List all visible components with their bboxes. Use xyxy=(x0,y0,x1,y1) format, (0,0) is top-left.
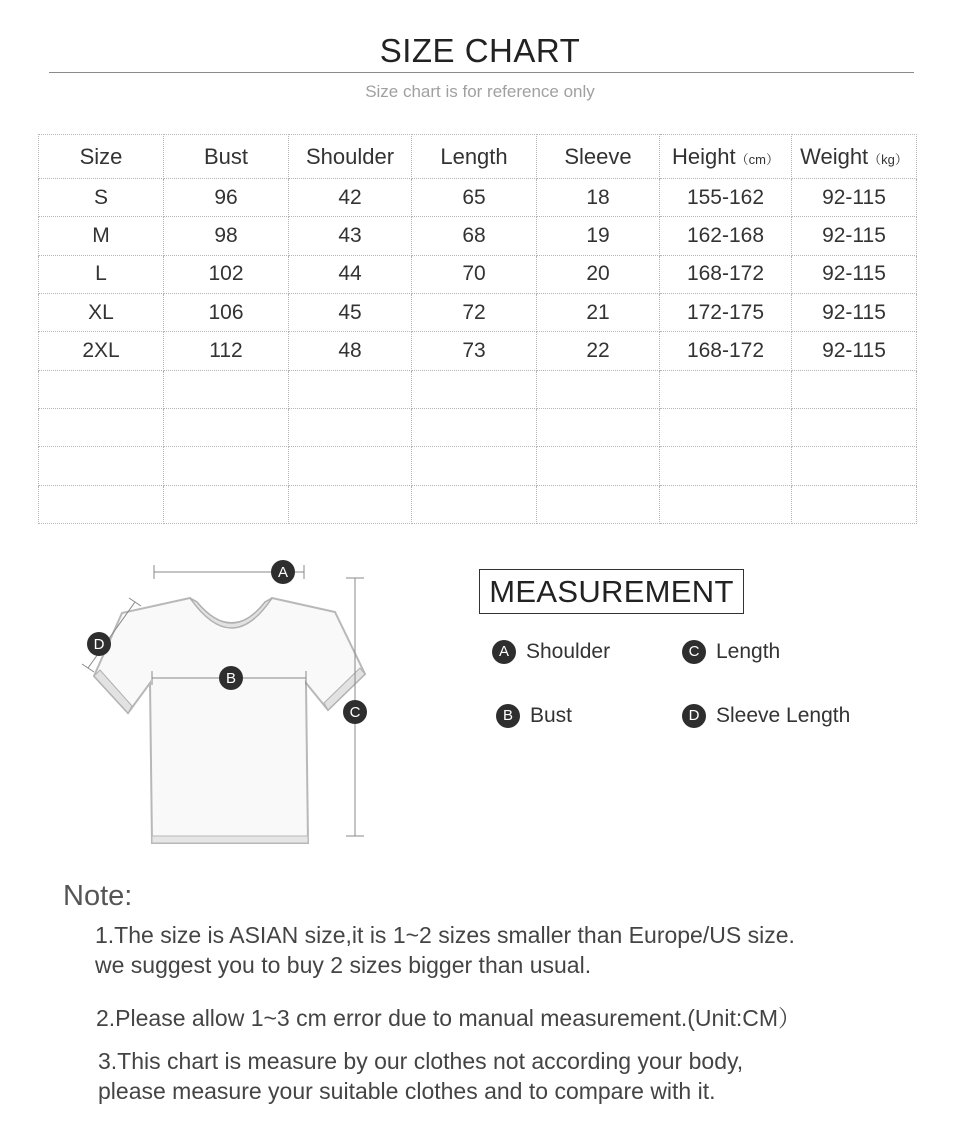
table-cell: 112 xyxy=(164,332,289,370)
table-row xyxy=(39,293,917,331)
page-subtitle: Size chart is for reference only xyxy=(365,82,595,101)
empty-row xyxy=(39,370,917,408)
table-cell: 96 xyxy=(164,179,289,217)
legend-label: Sleeve Length xyxy=(716,704,851,727)
table-cell: 43 xyxy=(289,217,412,255)
table-cell: 18 xyxy=(537,179,660,217)
table-cell: 72 xyxy=(412,293,537,331)
table-cell: 168-172 xyxy=(660,255,792,293)
table-cell: 92-115 xyxy=(792,179,917,217)
empty-row xyxy=(39,485,917,523)
note-line-3b: please measure your suitable clothes and to compare with it. xyxy=(98,1078,716,1104)
legend-label: Shoulder xyxy=(526,640,611,663)
table-cell: L xyxy=(39,255,164,293)
svg-text:C: C xyxy=(349,704,361,721)
table-cell: 92-115 xyxy=(792,217,917,255)
header-cell-height: Height（cm） xyxy=(660,135,792,179)
legend-sleeve-length xyxy=(682,704,850,728)
legend-badge: B xyxy=(496,704,520,728)
table-cell: 68 xyxy=(412,217,537,255)
legend-shoulder xyxy=(492,640,610,664)
header-cell-shoulder: Shoulder xyxy=(289,135,412,179)
size-table xyxy=(38,134,917,524)
legend-bust xyxy=(496,704,572,728)
note-line-2: 2.Please allow 1~3 cm error due to manual measurement.(Unit:CM） xyxy=(96,1005,801,1031)
header-cell-bust: Bust xyxy=(164,135,289,179)
table-cell: 19 xyxy=(537,217,660,255)
marker-a xyxy=(271,560,295,584)
table-cell: 73 xyxy=(412,332,537,370)
empty-row xyxy=(39,447,917,485)
tshirt-diagram xyxy=(60,548,400,858)
note-title: Note: xyxy=(63,880,133,912)
tshirt-outline xyxy=(94,598,365,843)
table-cell: 21 xyxy=(537,293,660,331)
table-cell: 44 xyxy=(289,255,412,293)
note-line-1: 1.The size is ASIAN size,it is 1~2 sizes smaller than Europe/US size. xyxy=(95,922,795,948)
table-cell: 2XL xyxy=(39,332,164,370)
legend-length xyxy=(682,640,780,664)
table-row xyxy=(39,332,917,370)
header-cell-weight: Weight（kg） xyxy=(792,135,917,179)
empty-row xyxy=(39,408,917,446)
table-cell: 65 xyxy=(412,179,537,217)
table-cell: S xyxy=(39,179,164,217)
note-line-1b: we suggest you to buy 2 sizes bigger than usual. xyxy=(95,952,592,978)
table-row xyxy=(39,255,917,293)
table-cell: 45 xyxy=(289,293,412,331)
tshirt-hem xyxy=(152,836,308,843)
table-cell: M xyxy=(39,217,164,255)
marker-d xyxy=(87,632,111,656)
marker-c xyxy=(343,700,367,724)
title-divider xyxy=(49,72,914,73)
table-row xyxy=(39,179,917,217)
table-cell: 98 xyxy=(164,217,289,255)
svg-text:D: D xyxy=(93,636,105,653)
table-cell: 162-168 xyxy=(660,217,792,255)
table-cell: 168-172 xyxy=(660,332,792,370)
legend-label: Length xyxy=(716,640,781,663)
table-cell: 92-115 xyxy=(792,255,917,293)
note-line-3: 3.This chart is measure by our clothes not according your body, xyxy=(98,1048,744,1074)
table-cell: 70 xyxy=(412,255,537,293)
page-title: SIZE CHART xyxy=(379,32,581,69)
legend-badge: C xyxy=(682,640,706,664)
table-cell: 48 xyxy=(289,332,412,370)
table-cell: 92-115 xyxy=(792,293,917,331)
legend-label: Bust xyxy=(530,704,573,727)
table-cell: 155-162 xyxy=(660,179,792,217)
table-cell: 20 xyxy=(537,255,660,293)
table-cell: 106 xyxy=(164,293,289,331)
table-cell: 102 xyxy=(164,255,289,293)
header-cell-sleeve: Sleeve xyxy=(537,135,660,179)
header-cell-size: Size xyxy=(39,135,164,179)
table-cell: 42 xyxy=(289,179,412,217)
table-cell: XL xyxy=(39,293,164,331)
table-cell: 172-175 xyxy=(660,293,792,331)
table-cell: 22 xyxy=(537,332,660,370)
legend-badge: A xyxy=(492,640,516,664)
svg-text:A: A xyxy=(277,564,289,581)
measurement-title: MEASUREMENT xyxy=(479,569,744,614)
svg-text:B: B xyxy=(225,670,237,687)
table-cell: 92-115 xyxy=(792,332,917,370)
table-header-row xyxy=(39,135,917,179)
header-cell-length: Length xyxy=(412,135,537,179)
table-row xyxy=(39,217,917,255)
marker-b xyxy=(219,666,243,690)
legend-badge: D xyxy=(682,704,706,728)
